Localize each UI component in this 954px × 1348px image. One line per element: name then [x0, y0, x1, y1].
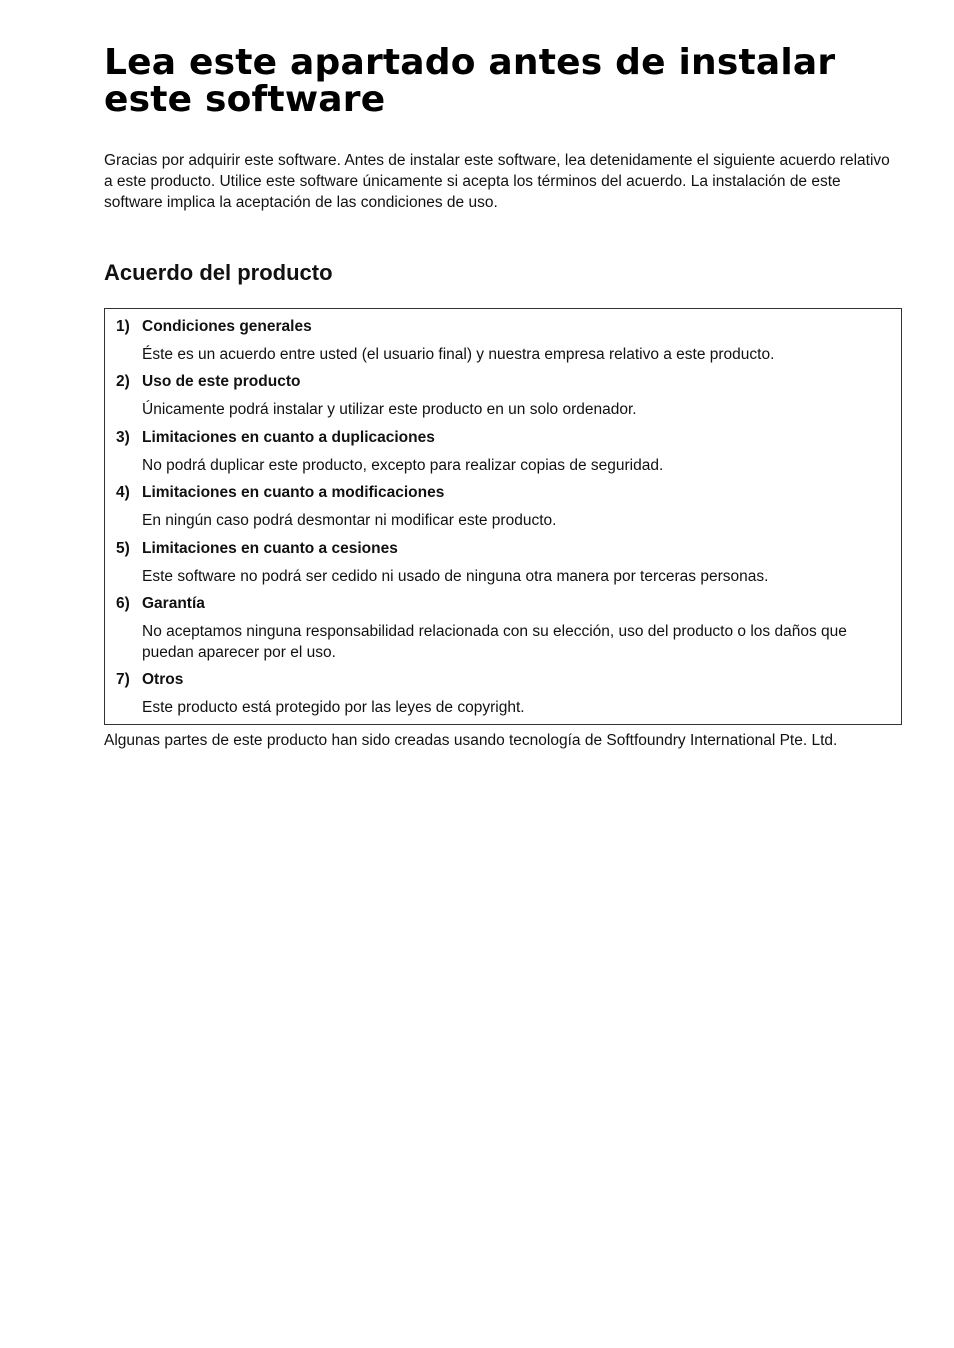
clause-3: [105, 427, 901, 476]
clause-title: Limitaciones en cuanto a cesiones: [142, 540, 398, 557]
agreement-box: [104, 308, 902, 725]
clause-text: No podrá duplicar este producto, excepto para realizar copias de seguridad.: [142, 457, 664, 474]
clause-1: [105, 316, 901, 365]
footnote: Algunas partes de este producto han sido creadas usando tecnología de Softfoundry International Pte. Ltd.: [104, 732, 838, 749]
clause-title: Uso de este producto: [142, 373, 301, 390]
intro-paragraph: Gracias por adquirir este software. Antes de instalar este software, lea detenidamente el siguiente acuerdo relativo a este producto. Utilice este software únicamente si acepta los términos del acuerdo. La instalación de este software implica la aceptación de las condiciones de uso.: [104, 152, 890, 211]
title-line-1: Lea este apartado antes de instalar: [104, 42, 836, 83]
clause-4: [105, 482, 901, 531]
section-heading: Acuerdo del producto: [104, 260, 333, 285]
document-page: [104, 0, 902, 749]
clause-title: Otros: [142, 671, 184, 688]
clause-text: Este producto está protegido por las leyes de copyright.: [142, 699, 525, 716]
clause-number: 7): [116, 671, 130, 688]
document-title: [104, 44, 902, 118]
clause-text: Este software no podrá ser cedido ni usado de ninguna otra manera por terceras personas.: [142, 568, 769, 585]
clause-number: 3): [116, 429, 130, 446]
clause-title: Limitaciones en cuanto a duplicaciones: [142, 429, 435, 446]
clause-number: 1): [116, 318, 130, 335]
clause-2: [105, 371, 901, 420]
clause-number: 4): [116, 484, 130, 501]
clause-5: [105, 538, 901, 587]
clause-title: Limitaciones en cuanto a modificaciones: [142, 484, 445, 501]
clause-text: Éste es un acuerdo entre usted (el usuario final) y nuestra empresa relativo a este producto.: [142, 346, 775, 363]
clause-number: 6): [116, 595, 130, 612]
clause-7: [105, 669, 901, 718]
clause-number: 2): [116, 373, 130, 390]
clause-title: Condiciones generales: [142, 318, 312, 335]
clause-text: En ningún caso podrá desmontar ni modificar este producto.: [142, 512, 557, 529]
clause-text: No aceptamos ninguna responsabilidad relacionada con su elección, uso del producto o los daños que puedan aparecer por el uso.: [142, 623, 847, 661]
clause-title: Garantía: [142, 595, 205, 612]
title-line-2: este software: [104, 79, 386, 120]
clause-text: Únicamente podrá instalar y utilizar este producto en un solo ordenador.: [142, 401, 637, 418]
clause-6: [105, 593, 901, 663]
clause-number: 5): [116, 540, 130, 557]
